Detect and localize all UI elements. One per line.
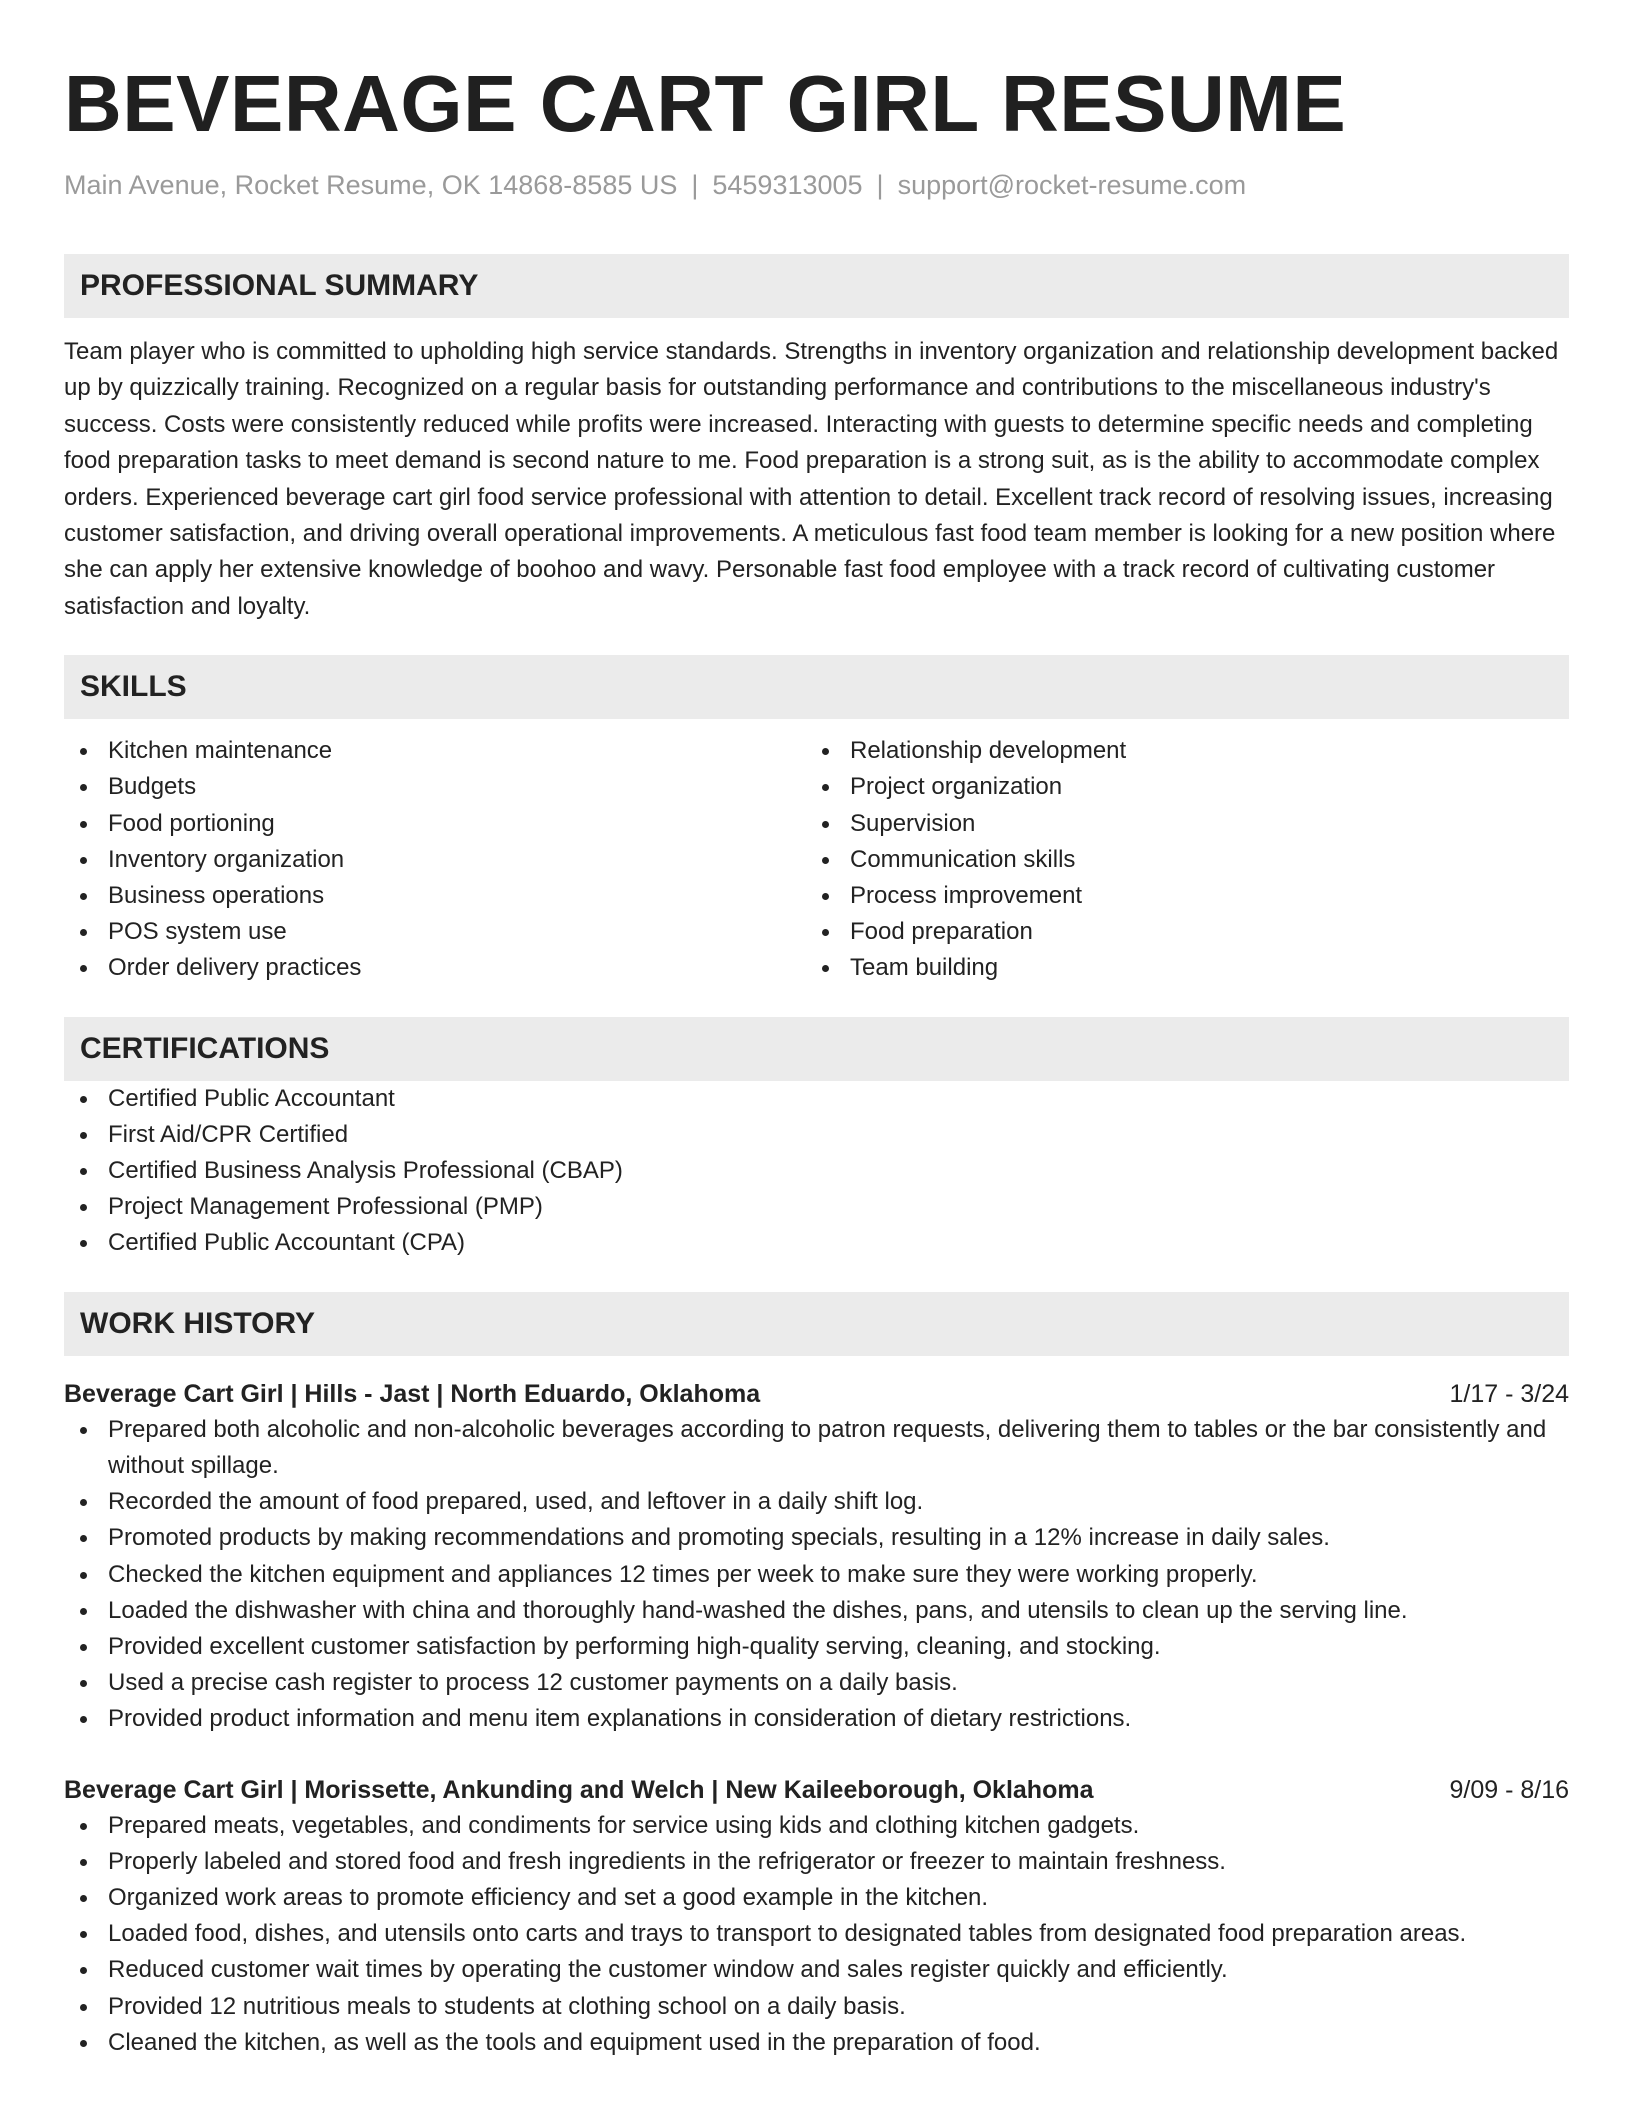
job-header	[64, 1376, 1569, 1412]
job-duty: Prepared both alcoholic and non-alcoholic beverages according to patron requests, delivering them to tables or the bar consistently and without spillage.	[64, 1412, 1569, 1484]
skill-item: Budgets	[64, 769, 806, 805]
job-duty: Checked the kitchen equipment and appliances 12 times per week to make sure they were working properly.	[64, 1557, 1569, 1593]
skill-item: Relationship development	[806, 733, 1548, 769]
skills-left-list	[64, 733, 806, 986]
resume-title: BEVERAGE CART GIRL RESUME	[64, 59, 1347, 148]
contact-separator: |	[691, 170, 699, 200]
job-title: Beverage Cart Girl | Morissette, Ankunding and Welch | New Kaileeborough, Oklahoma	[64, 1775, 1094, 1804]
job-dates: 9/09 - 8/16	[1449, 1775, 1569, 1804]
summary-text: Team player who is committed to upholding high service standards. Strengths in inventory organization and relationship development backed up by quizzically training. Recognized on a regular basis for outstanding performance and contributions to the miscellaneous industry's success. Costs were consistently reduced while profits were increased. Interacting with guests to determine specific needs and completing food preparation tasks to meet demand is second nature to me. Food preparation is a strong suit, as is the ability to accommodate complex orders. Experienced beverage cart girl food service professional with attention to detail. Excellent track record of resolving issues, increasing customer satisfaction, and driving overall operational improvements. A meticulous fast food team member is looking for a new position where she can apply her extensive knowledge of boohoo and wavy. Personable fast food employee with a track record of cultivating customer satisfaction and loyalty.	[64, 338, 1559, 620]
skill-item: Food preparation	[806, 914, 1548, 950]
skill-item: Project organization	[806, 769, 1548, 805]
contact-line	[64, 168, 1569, 202]
skill-item: Order delivery practices	[64, 950, 806, 986]
skills-heading: SKILLS	[64, 655, 1569, 719]
job-duty: Provided excellent customer satisfaction by performing high-quality serving, cleaning, and stocking.	[64, 1629, 1569, 1665]
job-duty: Used a precise cash register to process 12 customer payments on a daily basis.	[64, 1665, 1569, 1701]
certification-item: Certified Business Analysis Professional (CBAP)	[64, 1153, 1569, 1189]
job-entry	[64, 1772, 1569, 2061]
certifications-list	[64, 1081, 1569, 1262]
skill-item: Team building	[806, 950, 1548, 986]
certification-item: Project Management Professional (PMP)	[64, 1189, 1569, 1225]
contact-separator: |	[876, 170, 884, 200]
job-duty: Loaded the dishwasher with china and thoroughly hand-washed the dishes, pans, and utensils to clean up the serving line.	[64, 1593, 1569, 1629]
skills-columns	[64, 733, 1569, 986]
contact-phone: 5459313005	[712, 170, 863, 200]
skill-item: Process improvement	[806, 878, 1548, 914]
job-duty: Organized work areas to promote efficiency and set a good example in the kitchen.	[64, 1880, 1569, 1916]
skill-item: Kitchen maintenance	[64, 733, 806, 769]
skill-item: Business operations	[64, 878, 806, 914]
skill-item: Supervision	[806, 806, 1548, 842]
job-header	[64, 1772, 1569, 1808]
job-title: Beverage Cart Girl | Hills - Jast | North Eduardo, Oklahoma	[64, 1379, 761, 1408]
skill-item: Inventory organization	[64, 842, 806, 878]
certification-item: First Aid/CPR Certified	[64, 1117, 1569, 1153]
work-history-heading: WORK HISTORY	[64, 1292, 1569, 1356]
skill-item: Food portioning	[64, 806, 806, 842]
job-duty: Prepared meats, vegetables, and condiments for service using kids and clothing kitchen gadgets.	[64, 1808, 1569, 1844]
job-duty: Provided 12 nutritious meals to students at clothing school on a daily basis.	[64, 1989, 1569, 2025]
summary-heading: PROFESSIONAL SUMMARY	[64, 254, 1569, 318]
certification-item: Certified Public Accountant	[64, 1081, 1569, 1117]
job-duty: Properly labeled and stored food and fresh ingredients in the refrigerator or freezer to maintain freshness.	[64, 1844, 1569, 1880]
job-entry	[64, 1376, 1569, 1738]
job-duties-list	[64, 1412, 1569, 1738]
job-duty: Loaded food, dishes, and utensils onto carts and trays to transport to designated tables from designated food preparation areas.	[64, 1916, 1569, 1952]
job-duty: Reduced customer wait times by operating the customer window and sales register quickly and efficiently.	[64, 1952, 1569, 1988]
certification-item: Certified Public Accountant (CPA)	[64, 1225, 1569, 1261]
job-duty: Cleaned the kitchen, as well as the tools and equipment used in the preparation of food.	[64, 2025, 1569, 2061]
contact-address: Main Avenue, Rocket Resume, OK 14868-8585 US	[64, 170, 678, 200]
job-duty: Promoted products by making recommendations and promoting specials, resulting in a 12% increase in daily sales.	[64, 1520, 1569, 1556]
skills-right-list	[806, 733, 1548, 986]
certifications-heading: CERTIFICATIONS	[64, 1017, 1569, 1081]
contact-email: support@rocket-resume.com	[897, 170, 1247, 200]
job-duties-list	[64, 1808, 1569, 2061]
job-duty: Provided product information and menu item explanations in consideration of dietary restrictions.	[64, 1701, 1569, 1737]
job-duty: Recorded the amount of food prepared, used, and leftover in a daily shift log.	[64, 1484, 1569, 1520]
skill-item: Communication skills	[806, 842, 1548, 878]
job-dates: 1/17 - 3/24	[1449, 1379, 1569, 1408]
skill-item: POS system use	[64, 914, 806, 950]
